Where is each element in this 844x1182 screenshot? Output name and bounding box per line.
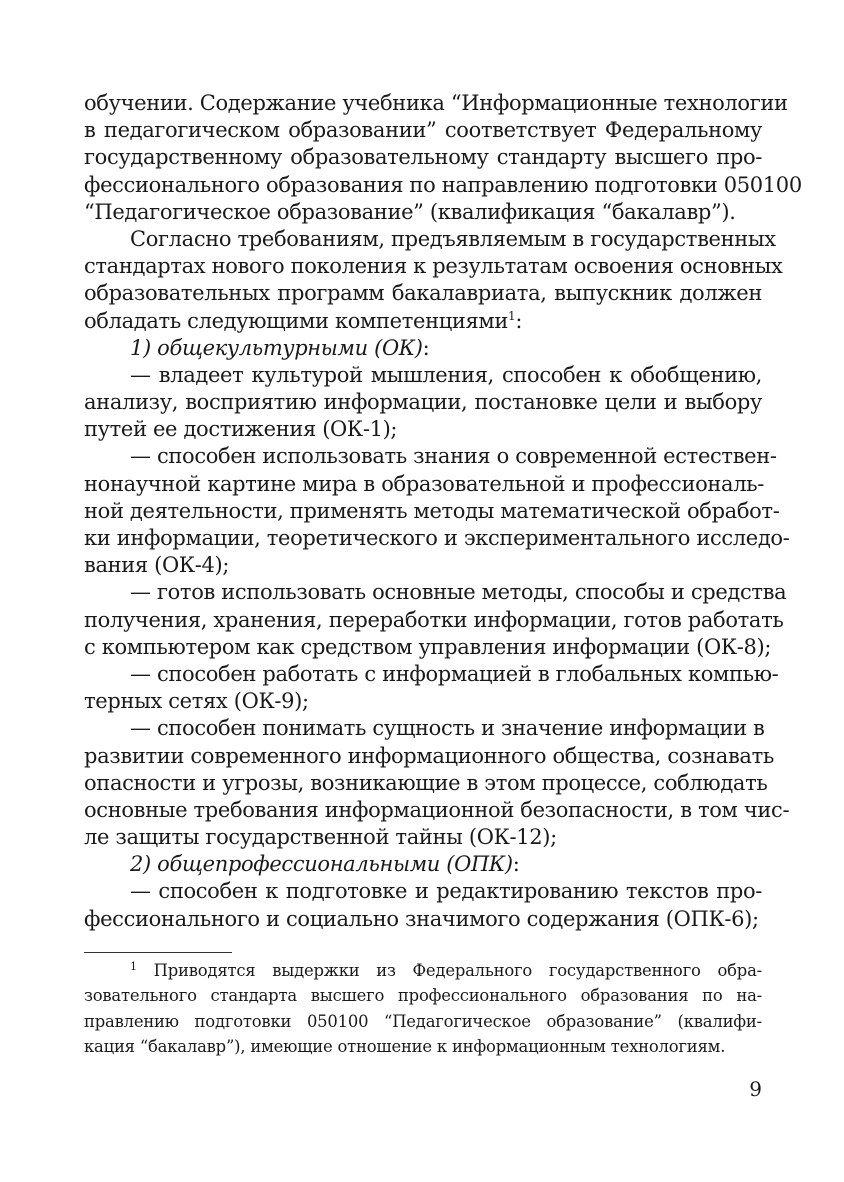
text-line: терных сетях (ОК-9);: [84, 689, 309, 714]
text-line: обучении. Содержание учебника “Информационные технологии: [84, 91, 788, 115]
text-line: в педагогическом образовании” соответствует Федеральному: [84, 118, 762, 143]
colon: :: [512, 852, 520, 877]
text-line: образовательных программ бакалавриата, выпускник должен: [84, 281, 762, 306]
text-line: — готов использовать основные методы, способы и средства: [130, 580, 787, 605]
text-line: основные требования информационной безопасности, в том чис-: [84, 797, 790, 822]
text-line: получения, хранения, переработки информации, готов работать: [84, 607, 784, 632]
text-line: развитии современного информационного общества, сознавать: [84, 743, 774, 768]
colon: :: [422, 335, 430, 360]
text-segment: обладать следующими компетенциями: [84, 308, 509, 333]
text-line: — способен работать с информацией в глобальных компью-: [130, 661, 779, 686]
text-line: путей ее достижения (ОК-1);: [84, 417, 398, 442]
text-line: фессионального образования по направлению подготовки 050100: [84, 172, 802, 197]
text-line: с компьютером как средством управления информации (ОК-8);: [84, 634, 772, 659]
text-line: ной деятельности, применять методы математической обработ-: [84, 498, 780, 523]
text-line: фессионального и социально значимого содержания (ОПК-6);: [84, 906, 759, 931]
footnote: [84, 958, 762, 1060]
colon: :: [515, 308, 523, 333]
text-line: Согласно требованиям, предъявляемым в государственных: [130, 226, 776, 251]
footnote-line: правлению подготовки 050100 “Педагогическое образование” (квалифи-: [84, 1011, 762, 1031]
text-line: стандартах нового поколения к результатам освоения основных: [84, 254, 783, 279]
text-line: ки информации, теоретического и экспериментального исследо-: [84, 526, 790, 550]
footnote-line: зовательного стандарта высшего профессионального образования по на-: [84, 986, 762, 1006]
main-text: [84, 90, 802, 933]
text-line-with-footnote: [84, 308, 762, 335]
text-line: — владеет культурой мышления, способен к обобщению,: [130, 362, 762, 387]
footnote-line: кация “бакалавр”), имеющие отношение к информационным технологиям.: [84, 1037, 726, 1057]
text-line: — способен использовать знания о современной естествен-: [130, 444, 777, 469]
section-heading: 2) общепрофессиональными (ОПК): [130, 852, 513, 877]
footnote-marker: 1: [130, 960, 137, 973]
footnote-line: [84, 958, 762, 983]
text-line: “Педагогическое образование” (квалификация “бакалавр”).: [84, 199, 736, 224]
text-line: нонаучной картине мира в образовательной и профессиональ-: [84, 471, 765, 496]
footnote-divider: [84, 952, 232, 953]
text-line: ле защиты государственной тайны (ОК-12);: [84, 825, 557, 850]
section-heading-line: [84, 335, 762, 362]
section-heading: 1) общекультурными (ОК): [130, 335, 423, 360]
text-line: вания (ОК-4);: [84, 553, 230, 578]
text-line: опасности и угрозы, возникающие в этом процессе, соблюдать: [84, 770, 768, 795]
footnote-reference: 1: [508, 308, 516, 323]
text-line: государственному образовательному стандарту высшего про-: [84, 145, 762, 170]
text-line: — способен к подготовке и редактированию текстов про-: [130, 879, 762, 904]
section-heading-line: [84, 851, 762, 878]
footnote-text: Приводятся выдержки из Федерального государственного обра-: [153, 961, 762, 980]
text-line: анализу, восприятию информации, постановке цели и выбору: [84, 390, 762, 415]
page-number: 9: [749, 1077, 762, 1101]
text-line: — способен понимать сущность и значение информации в: [130, 716, 765, 741]
